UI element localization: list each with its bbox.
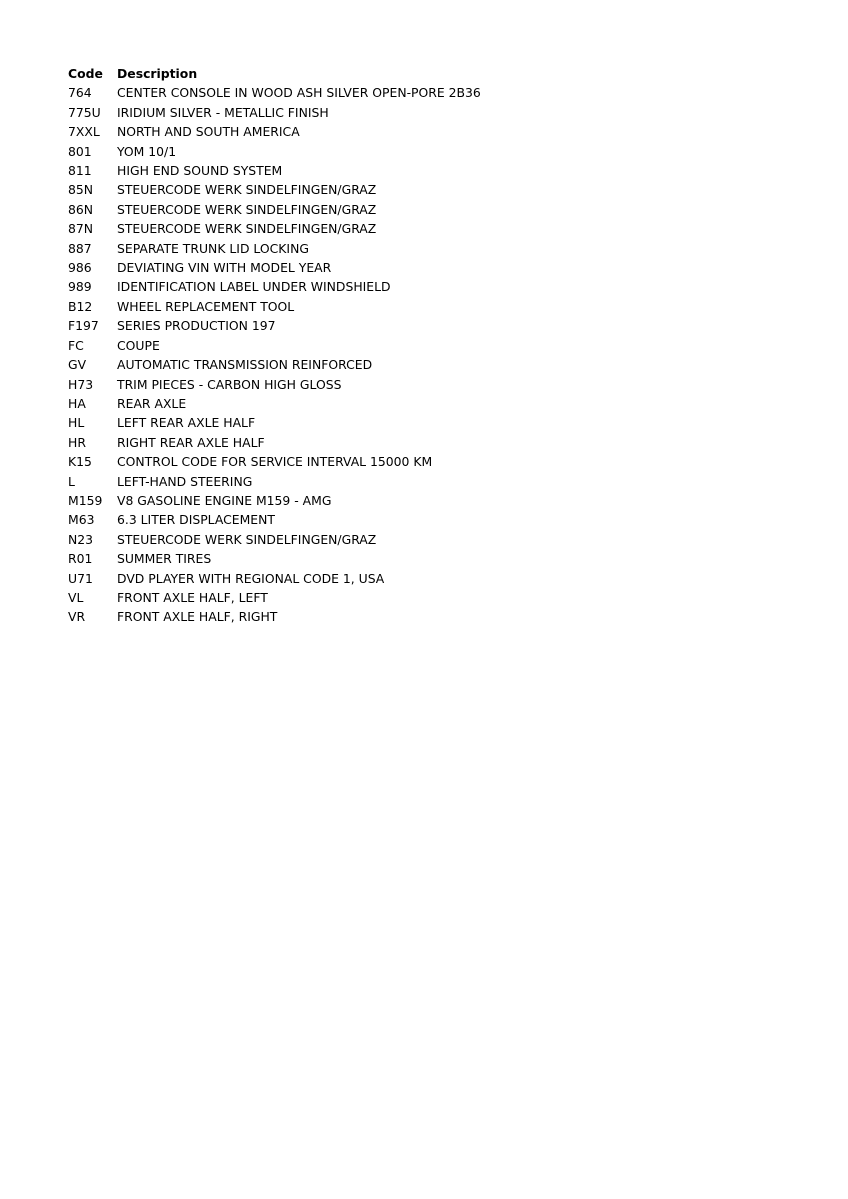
- table-row: [68, 336, 481, 355]
- option-description-cell: LEFT-HAND STEERING: [117, 473, 253, 489]
- option-code-cell: VL: [68, 589, 84, 605]
- table-row: [68, 530, 481, 549]
- table-row: [68, 83, 481, 102]
- option-description-cell: LEFT REAR AXLE HALF: [117, 415, 256, 431]
- table-row: [68, 607, 481, 626]
- option-description-cell: DEVIATING VIN WITH MODEL YEAR: [117, 260, 332, 276]
- table-row: [68, 219, 481, 238]
- option-description-cell: FRONT AXLE HALF, LEFT: [117, 589, 268, 605]
- option-code-cell: F197: [68, 318, 99, 334]
- option-description-cell: COUPE: [117, 337, 160, 353]
- table-body: [68, 83, 481, 626]
- option-description-cell: 6.3 LITER DISPLACEMENT: [117, 512, 275, 528]
- table-row: [68, 103, 481, 122]
- code-column-header: Code: [68, 66, 103, 81]
- table-row: [68, 297, 481, 316]
- table-row: [68, 277, 481, 296]
- option-description-cell: AUTOMATIC TRANSMISSION REINFORCED: [117, 357, 373, 373]
- option-code-cell: HA: [68, 395, 86, 411]
- option-code-cell: 7XXL: [68, 124, 100, 140]
- option-description-cell: SERIES PRODUCTION 197: [117, 318, 276, 334]
- option-description-cell: SEPARATE TRUNK LID LOCKING: [117, 240, 309, 256]
- option-code-cell: HR: [68, 434, 86, 450]
- option-code-cell: L: [68, 473, 75, 489]
- option-code-cell: R01: [68, 551, 93, 567]
- table-row: [68, 413, 481, 432]
- table-row: [68, 200, 481, 219]
- table-row: [68, 355, 481, 374]
- table-row: [68, 549, 481, 568]
- table-row: [68, 510, 481, 529]
- option-description-cell: STEUERCODE WERK SINDELFINGEN/GRAZ: [117, 182, 377, 198]
- option-description-cell: SUMMER TIRES: [117, 551, 212, 567]
- option-code-cell: HL: [68, 415, 85, 431]
- option-code-cell: 801: [68, 143, 92, 159]
- option-code-cell: 775U: [68, 104, 101, 120]
- description-column-header: Description: [117, 66, 198, 81]
- option-code-cell: GV: [68, 357, 87, 373]
- option-description-cell: RIGHT REAR AXLE HALF: [117, 434, 265, 450]
- table-row: [68, 569, 481, 588]
- option-code-cell: K15: [68, 454, 92, 470]
- table-row: [68, 180, 481, 199]
- option-code-cell: H73: [68, 376, 94, 392]
- option-code-cell: 811: [68, 163, 92, 179]
- option-code-cell: 85N: [68, 182, 94, 198]
- option-description-cell: IRIDIUM SILVER - METALLIC FINISH: [117, 104, 329, 120]
- option-description-cell: STEUERCODE WERK SINDELFINGEN/GRAZ: [117, 221, 377, 237]
- table-row: [68, 161, 481, 180]
- option-description-cell: YOM 10/1: [117, 143, 177, 159]
- table-header: [68, 64, 481, 83]
- table-row: [68, 316, 481, 335]
- option-code-cell: 887: [68, 240, 92, 256]
- option-code-cell: M63: [68, 512, 95, 528]
- option-code-cell: VR: [68, 609, 86, 625]
- option-code-cell: 989: [68, 279, 92, 295]
- option-code-cell: B12: [68, 298, 93, 314]
- option-description-cell: STEUERCODE WERK SINDELFINGEN/GRAZ: [117, 531, 377, 547]
- option-description-cell: HIGH END SOUND SYSTEM: [117, 163, 283, 179]
- table-row: [68, 258, 481, 277]
- table-row: [68, 491, 481, 510]
- option-code-cell: 86N: [68, 201, 94, 217]
- option-code-table: [68, 64, 481, 627]
- option-description-cell: WHEEL REPLACEMENT TOOL: [117, 298, 295, 314]
- table-row: [68, 375, 481, 394]
- table-header-row: [68, 64, 481, 83]
- option-code-cell: 986: [68, 260, 92, 276]
- option-description-cell: IDENTIFICATION LABEL UNDER WINDSHIELD: [117, 279, 391, 295]
- option-code-cell: FC: [68, 337, 84, 353]
- option-description-cell: V8 GASOLINE ENGINE M159 - AMG: [117, 492, 332, 508]
- table-row: [68, 142, 481, 161]
- table-row: [68, 394, 481, 413]
- option-code-cell: 764: [68, 85, 92, 101]
- table-row: [68, 452, 481, 471]
- table-row: [68, 433, 481, 452]
- table-row: [68, 239, 481, 258]
- option-code-cell: 87N: [68, 221, 94, 237]
- option-description-cell: CONTROL CODE FOR SERVICE INTERVAL 15000 KM: [117, 454, 433, 470]
- option-code-cell: N23: [68, 531, 94, 547]
- option-description-cell: CENTER CONSOLE IN WOOD ASH SILVER OPEN-PORE 2B36: [117, 85, 481, 101]
- option-description-cell: NORTH AND SOUTH AMERICA: [117, 124, 300, 140]
- table-row: [68, 588, 481, 607]
- option-description-cell: REAR AXLE: [117, 395, 187, 411]
- option-code-cell: U71: [68, 570, 93, 586]
- option-description-cell: STEUERCODE WERK SINDELFINGEN/GRAZ: [117, 201, 377, 217]
- option-description-cell: FRONT AXLE HALF, RIGHT: [117, 609, 278, 625]
- option-description-cell: TRIM PIECES - CARBON HIGH GLOSS: [117, 376, 342, 392]
- option-code-cell: M159: [68, 492, 103, 508]
- table-row: [68, 472, 481, 491]
- option-description-cell: DVD PLAYER WITH REGIONAL CODE 1, USA: [117, 570, 385, 586]
- table-row: [68, 122, 481, 141]
